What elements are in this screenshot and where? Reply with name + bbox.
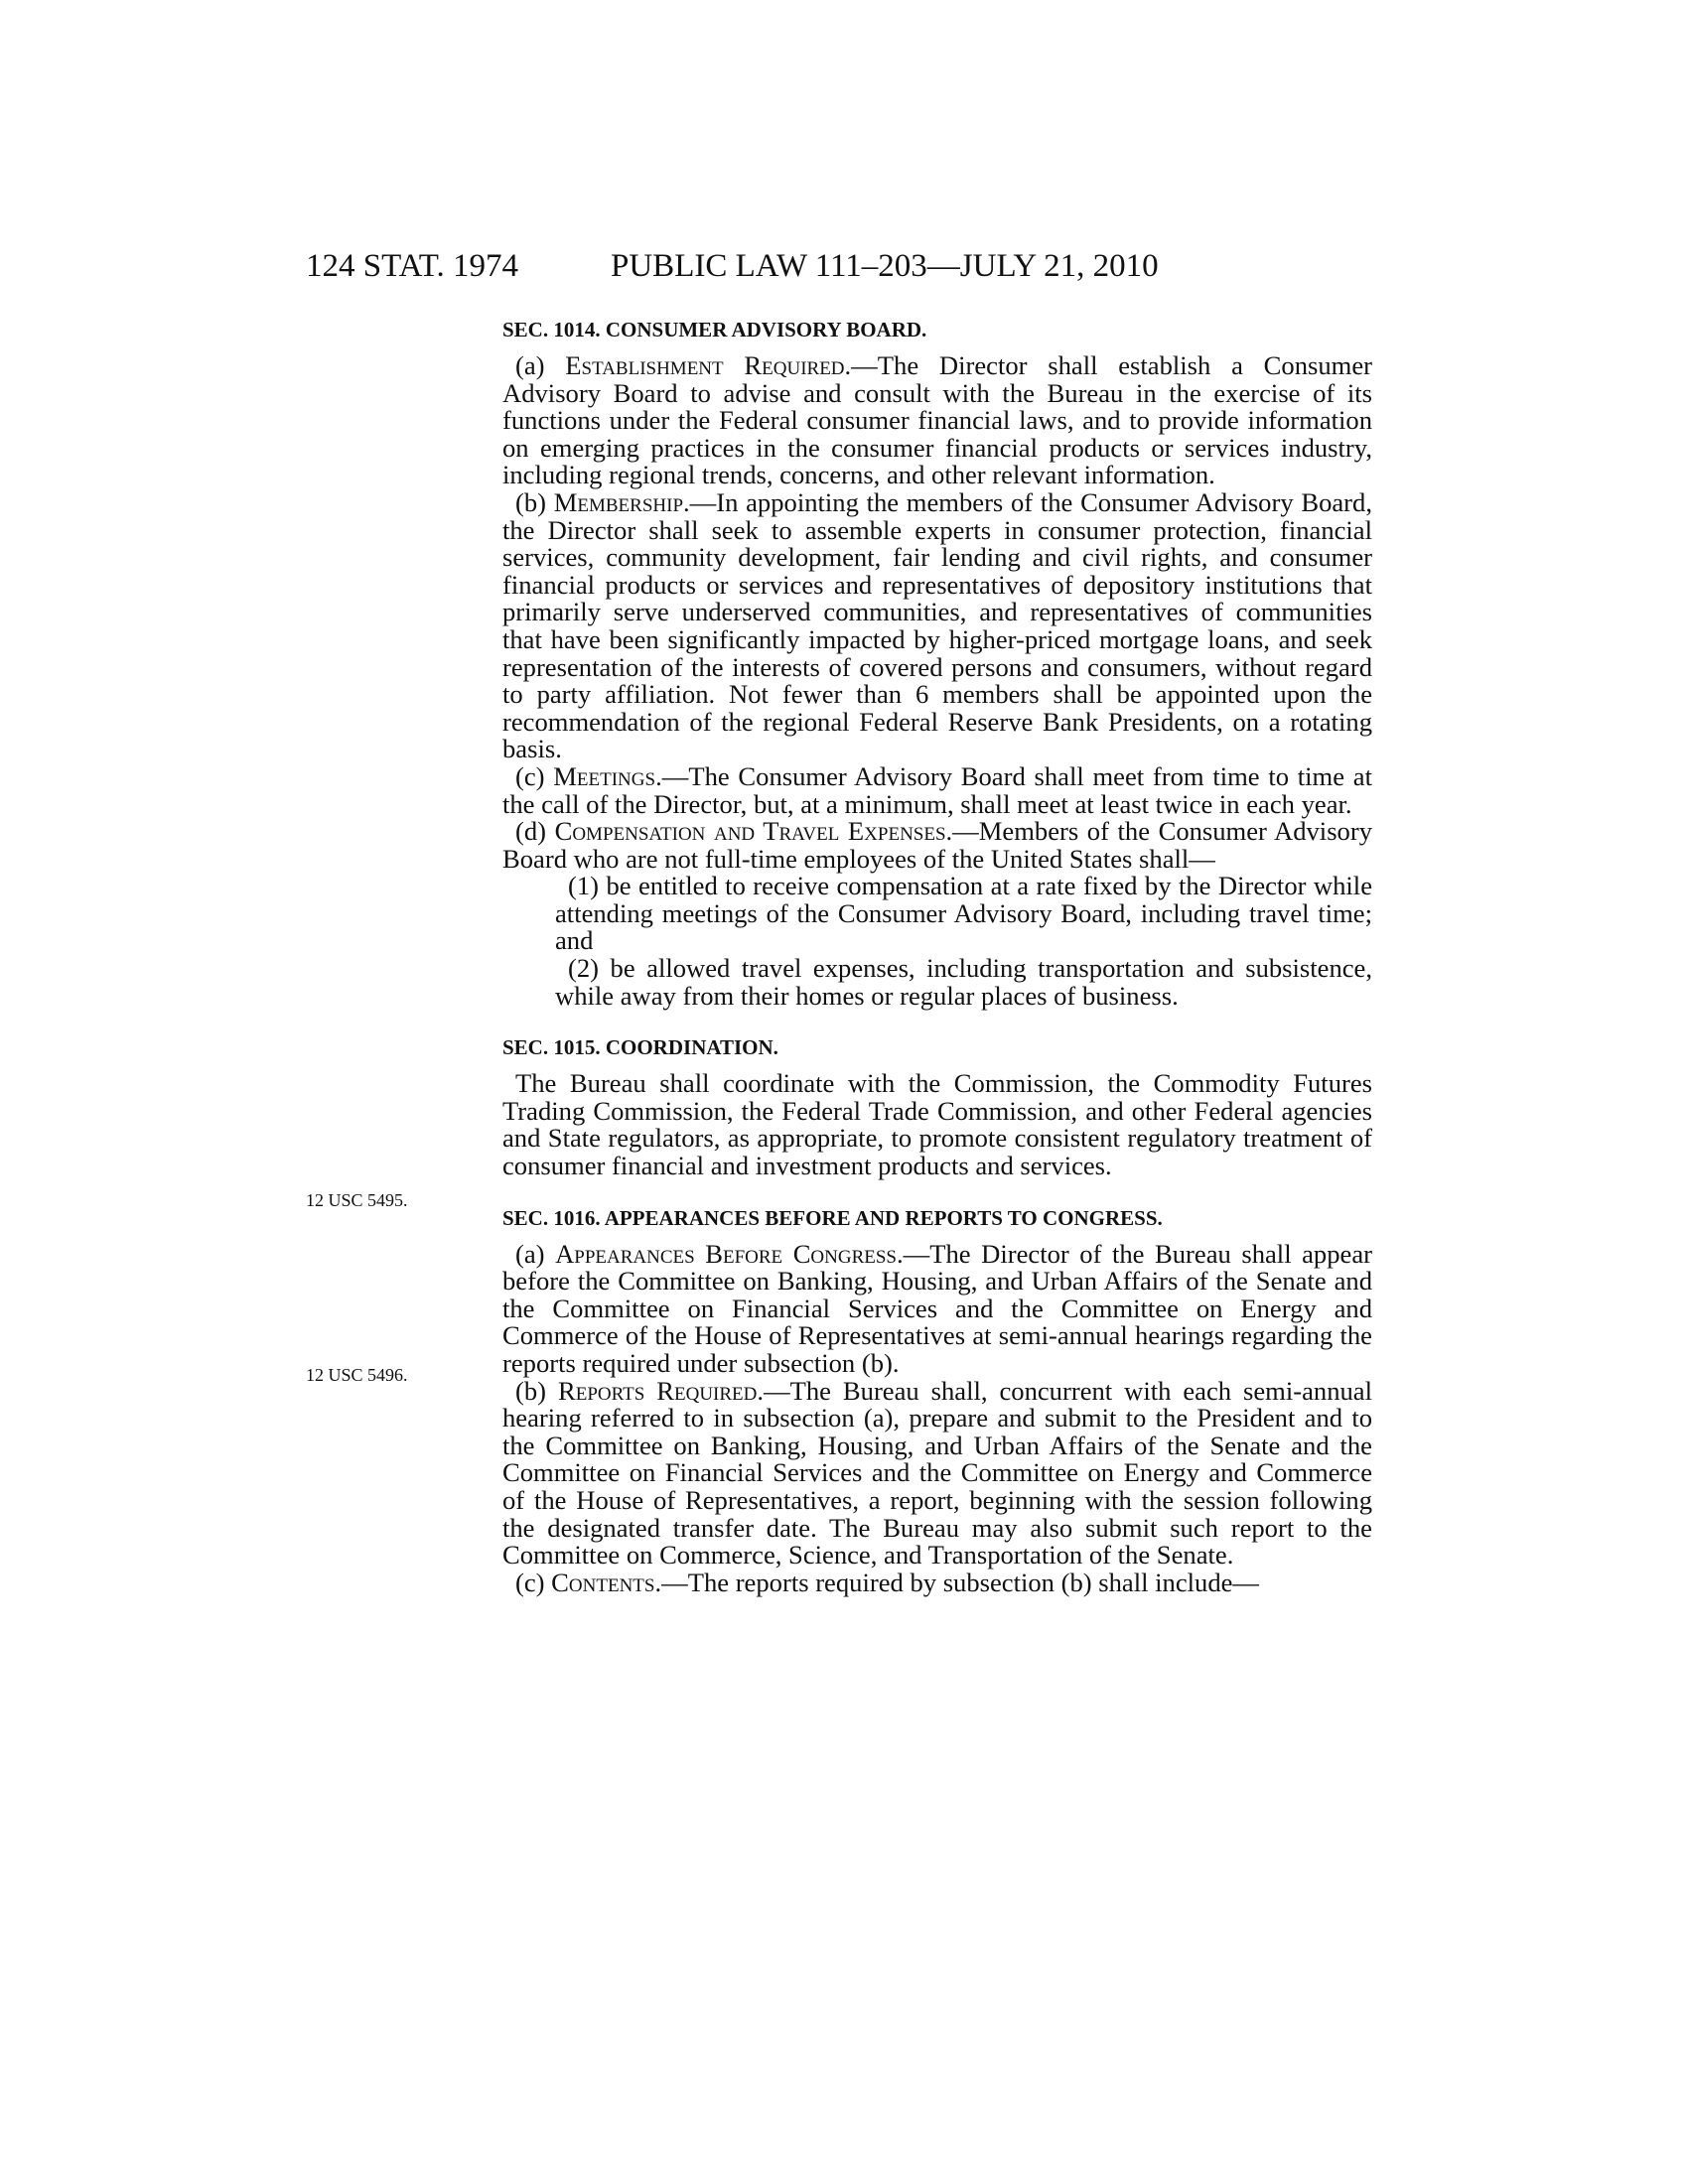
section-1014-subsection-a — [502, 352, 1372, 489]
subsection-label: (c) — [515, 760, 545, 791]
subsection-text: .—The Bureau shall, concurrent with each semi-annual hearing referred to in subsection (a), prepare and submit to the President and to the Committee on Banking, Housing, and Urban Affairs of the Senate and the Committee on Financial Services and the Committee on Energy and Commerce of the House of Representatives, a report, beginning with the session following the designated transfer date. The Bureau may also submit such report to the Committee on Commerce, Science, and Transportation of the Senate. — [502, 1375, 1372, 1570]
subsection-text: .—The reports required by subsection (b) shall include— — [654, 1567, 1260, 1597]
subsection-label: (a) — [515, 350, 545, 380]
subsection-caption: Compensation and Travel Expenses — [554, 816, 946, 847]
subsection-caption: Meetings — [553, 760, 656, 791]
section-1014-d-paragraph-1: (1) be entitled to receive compensation at a rate fixed by the Director while attending meetings of the Consumer Advisory Board, including travel time; and — [555, 871, 1372, 956]
subsection-text: .—In appointing the members of the Consumer Advisory Board, the Director shall seek to assemble experts in consumer protection, financial services, community development, fair lending and civil rights, and consumer financial products or services and representatives of depository institutions that primarily serve underserved communities, and representatives of communities that have been significantly impacted by higher-priced mortgage loans, and seek representation of the interests of covered persons and consumers, without regard to party affiliation. Not fewer than 6 members shall be appointed upon the recommendation of the regional Federal Reserve Bank Presidents, on a rotating basis. — [502, 486, 1372, 764]
subsection-label: (b) — [515, 486, 547, 517]
section-1016-subsection-c — [502, 1567, 1372, 1597]
margin-note-usc-5496: 12 USC 5496. — [306, 1365, 408, 1385]
section-1014-d-paragraph-2: (2) be allowed travel expenses, including transportation and subsistence, while away from their homes or regular places of business. — [555, 953, 1372, 1011]
subsection-caption: Establishment Required — [565, 350, 845, 380]
section-1015-heading: SEC. 1015. COORDINATION. — [502, 1035, 778, 1060]
subsection-label: (a) — [515, 1238, 545, 1269]
section-1016-heading: SEC. 1016. APPEARANCES BEFORE AND REPORTS TO CONGRESS. — [502, 1205, 1163, 1230]
section-1015-text: The Bureau shall coordinate with the Commission, the Commodity Futures Trading Commission, the Federal Trade Commission, and other Federal agencies and State regulators, as appropriate, to promote consistent regulatory treatment of consumer financial and investment products and services. — [502, 1068, 1372, 1181]
public-law-title: PUBLIC LAW 111–203—JULY 21, 2010 — [611, 248, 1159, 284]
section-1014-heading: SEC. 1014. CONSUMER ADVISORY BOARD. — [502, 318, 927, 341]
section-1014-subsection-d — [502, 818, 1372, 873]
subsection-caption: Reports Required — [557, 1375, 758, 1406]
subsection-label: (b) — [515, 1375, 547, 1406]
section-1014-subsection-b — [502, 486, 1372, 764]
subsection-label: (c) — [515, 1567, 545, 1597]
margin-note-usc-5495: 12 USC 5495. — [306, 1190, 408, 1210]
section-1016-subsection-a — [502, 1238, 1372, 1378]
section-1014-subsection-c — [502, 760, 1372, 819]
statute-text-column — [502, 318, 1372, 1596]
subsection-caption: Appearances Before Congress — [555, 1238, 898, 1269]
running-head — [0, 246, 1688, 286]
page-identifier: 124 STAT. 1974 — [306, 248, 519, 284]
subsection-caption: Contents — [551, 1567, 655, 1597]
section-1016-subsection-b — [502, 1375, 1372, 1570]
subsection-text: .—Members of the Consumer Advisory Board who are not full-time employees of the United States shall— — [502, 816, 1372, 874]
subsection-text: .—The Director of the Bureau shall appear before the Committee on Banking, Housing, and Urban Affairs of the Senate and the Committee on Financial Services and the Committee on Energy and Commerce of the House of Representatives at semi-annual hearings regarding the reports required under subsection (b). — [502, 1238, 1372, 1378]
subsection-text: .—The Consumer Advisory Board shall meet from time to time at the call of the Director, but, at a minimum, shall meet at least twice in each year. — [502, 760, 1372, 819]
subsection-caption: Membership — [553, 486, 684, 517]
subsection-text: .—The Director shall establish a Consumer Advisory Board to advise and consult with the Bureau in the exercise of its functions under the Federal consumer financial laws, and to provide information on emerging practices in the consumer financial products or services industry, including regional trends, concerns, and other relevant information. — [502, 350, 1372, 490]
subsection-label: (d) — [515, 816, 547, 847]
